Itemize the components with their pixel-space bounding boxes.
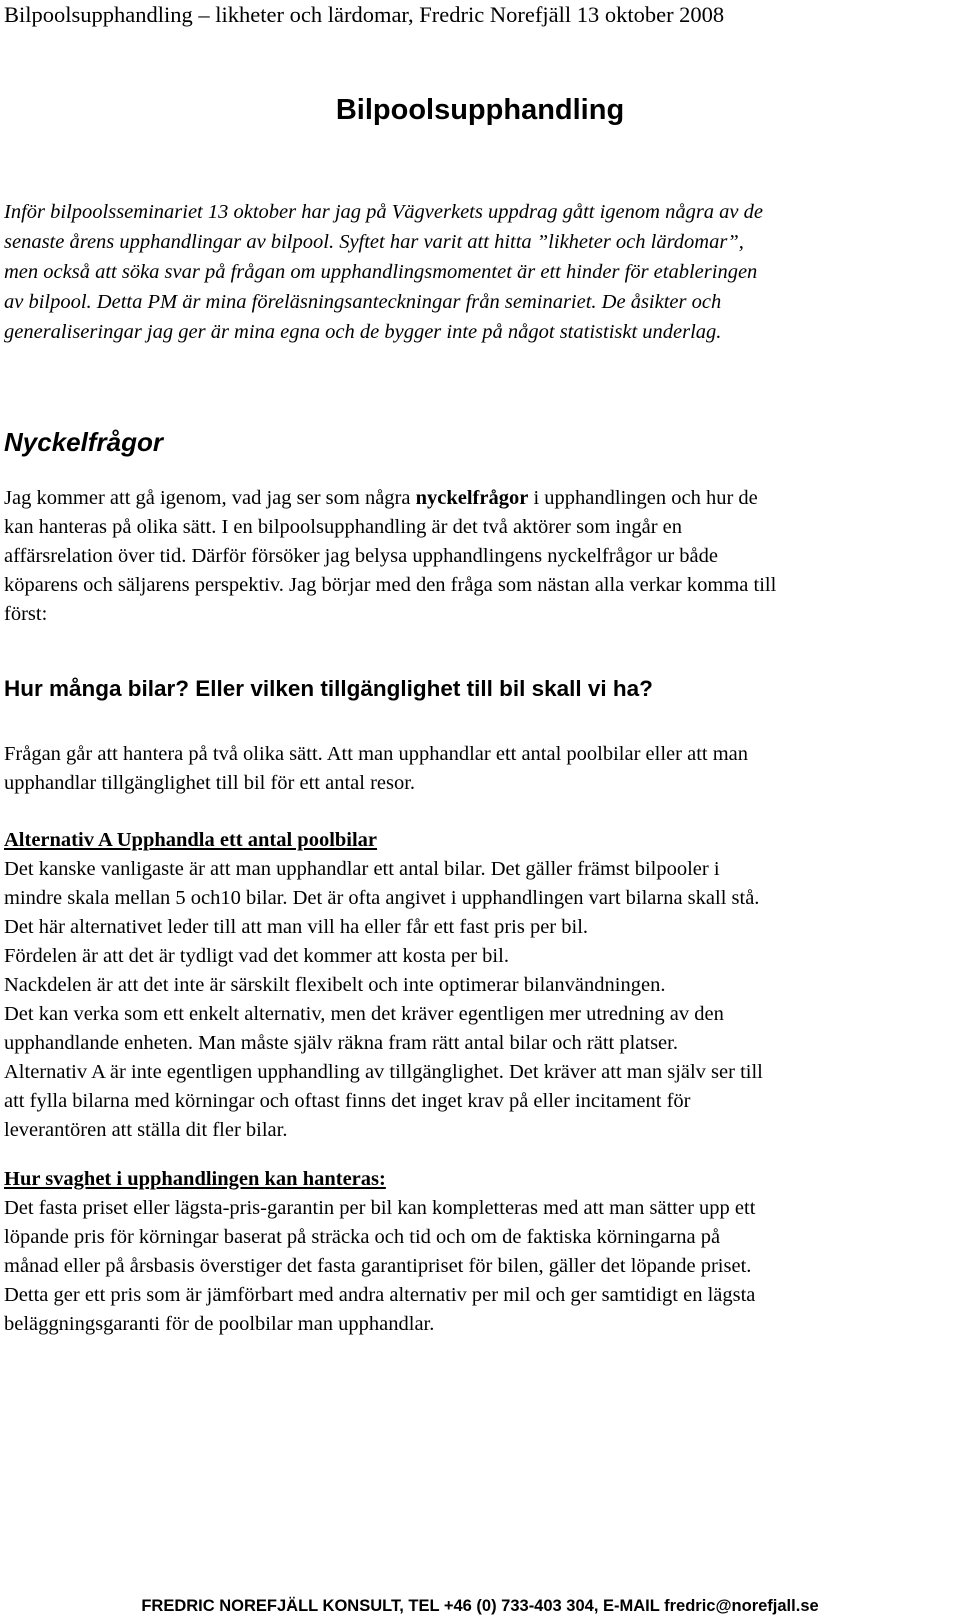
intro-line: Inför bilpoolsseminariet 13 oktober har jag på Vägverkets uppdrag gått igenom några av de bbox=[4, 201, 763, 223]
running-header: Bilpoolsupphandling – likheter och lärdomar, Fredric Norefjäll 13 oktober 2008 bbox=[4, 2, 725, 27]
paragraph-line: köparens och säljarens perspektiv. Jag börjar med den fråga som nästan alla verkar komma till bbox=[4, 574, 777, 596]
paragraph-line: upphandlar tillgänglighet till bil för ett antal resor. bbox=[4, 772, 416, 794]
intro-line: av bilpool. Detta PM är mina föreläsningsanteckningar från seminariet. De åsikter och bbox=[4, 291, 722, 313]
question-heading: Hur många bilar? Eller vilken tillgänglighet till bil skall vi ha? bbox=[4, 676, 653, 701]
paragraph-line bbox=[4, 484, 949, 513]
nyckelfragor-paragraph bbox=[4, 484, 949, 629]
paragraph-line: mindre skala mellan 5 och10 bilar. Det är ofta angivet i upphandlingen vart bilarna skall stå. bbox=[4, 887, 760, 909]
paragraph-line: Det fasta priset eller lägsta-pris-garantin per bil kan kompletteras med att man sätter upp ett bbox=[4, 1197, 756, 1219]
intro-line: men också att söka svar på frågan om upphandlingsmomentet är ett hinder för etableringen bbox=[4, 261, 758, 283]
paragraph-line: Det kan verka som ett enkelt alternativ, men det kräver egentligen mer utredning av den bbox=[4, 1003, 724, 1025]
paragraph-line: Fördelen är att det är tydligt vad det kommer att kosta per bil. bbox=[4, 945, 509, 967]
paragraph-line: Alternativ A är inte egentligen upphandling av tillgänglighet. Det kräver att man själv ser till bbox=[4, 1061, 763, 1083]
section-heading-nyckelfragor: Nyckelfrågor bbox=[4, 427, 163, 457]
intro-paragraph bbox=[4, 197, 949, 347]
paragraph-line: Nackdelen är att det inte är särskilt flexibelt och inte optimerar bilanvändningen. bbox=[4, 974, 666, 996]
paragraph-line: månad eller på årsbasis överstiger det fasta garantipriset för bilen, gäller det löpande priset. bbox=[4, 1255, 752, 1277]
paragraph-line: kan hanteras på olika sätt. I en bilpoolsupphandling är det två aktörer som ingår en bbox=[4, 516, 683, 538]
paragraph-line: leverantören att ställa dit fler bilar. bbox=[4, 1119, 288, 1141]
svaghet-heading: Hur svaghet i upphandlingen kan hanteras: bbox=[4, 1168, 386, 1190]
page-footer: FREDRIC NOREFJÄLL KONSULT, TEL +46 (0) 733-403 304, E-MAIL fredric@norefjall.se bbox=[141, 1597, 819, 1615]
paragraph-line: Det kanske vanligaste är att man upphandlar ett antal bilar. Det gäller främst bilpooler i bbox=[4, 858, 720, 880]
alternativ-a-heading: Alternativ A Upphandla ett antal poolbilar bbox=[4, 829, 378, 851]
paragraph-line: upphandlande enheten. Man måste själv räkna fram rätt antal bilar och rätt platser. bbox=[4, 1032, 678, 1054]
intro-line: senaste årens upphandlingar av bilpool. Syftet har varit att hitta ”likheter och lärdomar”, bbox=[4, 231, 744, 253]
paragraph-line: affärsrelation över tid. Därför försöker jag belysa upphandlingens nyckelfrågor ur både bbox=[4, 545, 719, 567]
paragraph-line: att fylla bilarna med körningar och oftast finns det inget krav på eller incitament för bbox=[4, 1090, 691, 1112]
svaghet-section bbox=[4, 1165, 949, 1339]
paragraph-line: först: bbox=[4, 603, 48, 625]
paragraph-line: Detta ger ett pris som är jämförbart med andra alternativ per mil och ger samtidigt en lägsta bbox=[4, 1284, 756, 1306]
emphasis-nyckelfragor: nyckelfrågor bbox=[415, 487, 529, 509]
alternativ-a-section bbox=[4, 826, 949, 1145]
paragraph-line: Det här alternativet leder till att man vill ha eller får ett fast pris per bil. bbox=[4, 916, 589, 938]
text-run: Jag kommer att gå igenom, vad jag ser som några bbox=[4, 487, 416, 509]
question-paragraph bbox=[4, 740, 949, 798]
paragraph-line: Frågan går att hantera på två olika sätt. Att man upphandlar ett antal poolbilar eller att man bbox=[4, 743, 749, 765]
text-run: i upphandlingen och hur de bbox=[528, 487, 758, 509]
paragraph-line: löpande pris för körningar baserat på sträcka och tid och om de faktiska körningarna på bbox=[4, 1226, 721, 1248]
document-title: Bilpoolsupphandling bbox=[335, 94, 625, 126]
intro-line: generaliseringar jag ger är mina egna och de bygger inte på något statistiskt underlag. bbox=[4, 321, 722, 343]
paragraph-line: beläggningsgaranti för de poolbilar man upphandlar. bbox=[4, 1313, 435, 1335]
